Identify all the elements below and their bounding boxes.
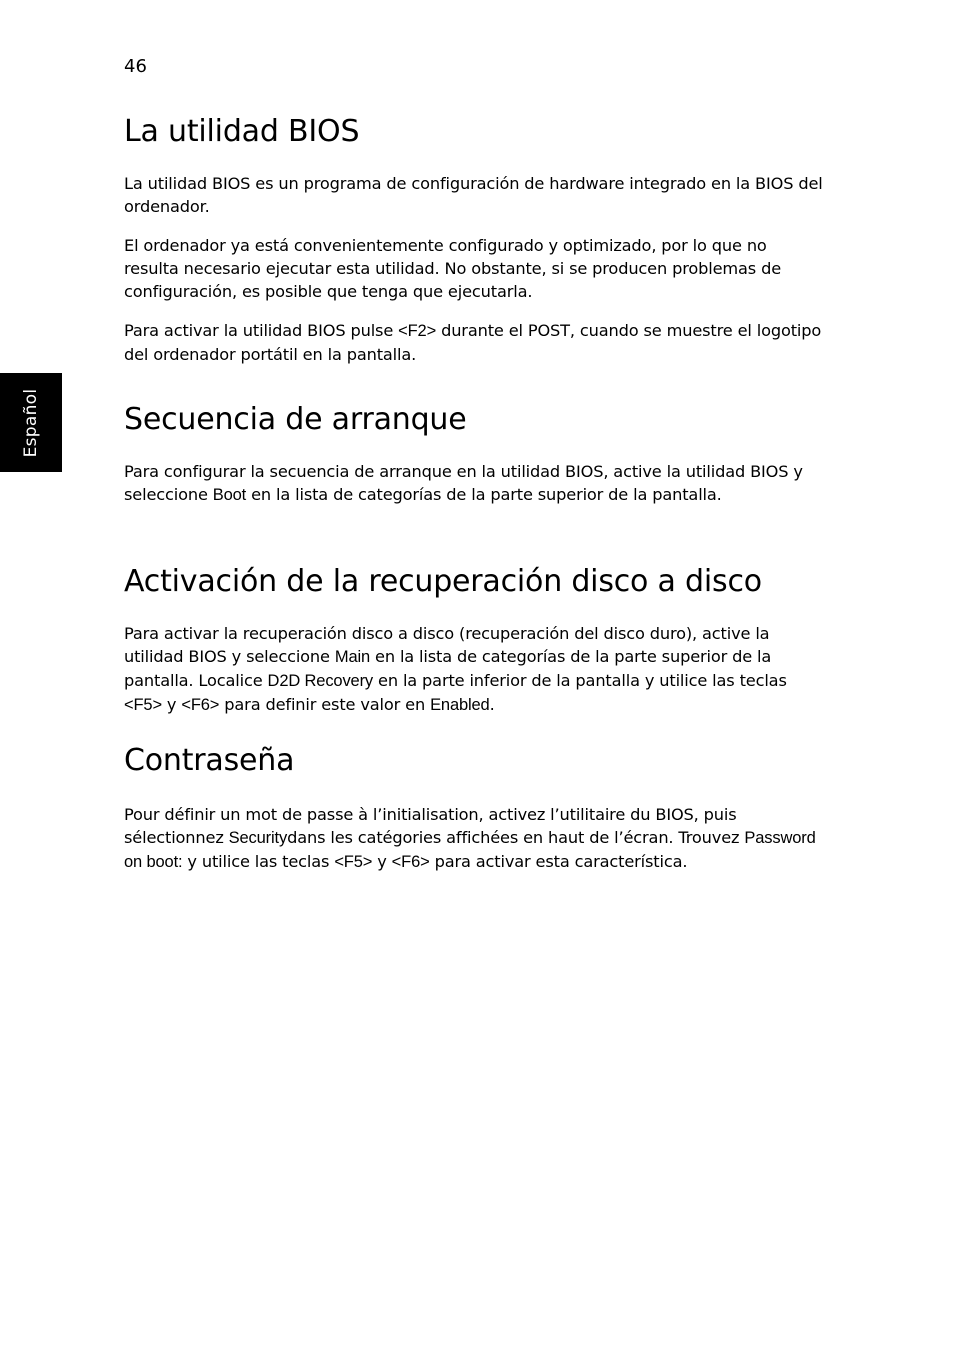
setting-name: Password on boot: [124, 829, 816, 871]
paragraph-text: Para configurar la secuencia de arranque en la utilidad BIOS, active la utilidad BIOS y seleccione [124, 462, 803, 504]
section-heading: Secuencia de arranque [124, 402, 467, 437]
paragraph-text: . [489, 695, 495, 714]
paragraph [124, 319, 824, 366]
paragraph-text: en la parte inferior de la pantalla y utilice las teclas [373, 671, 787, 690]
paragraph-text: y [372, 852, 392, 871]
section-password [124, 743, 824, 874]
section-bios-utility [124, 114, 824, 366]
setting-value: Enabled [430, 696, 490, 714]
language-side-tab-label: Español [21, 388, 41, 458]
paragraph-text: para definir este valor en [219, 695, 431, 714]
section-heading: Contraseña [124, 743, 295, 778]
paragraph-text: Pour définir un mot de passe à l’initialisation, activez l’utilitaire du BIOS, puis sélectionnez [124, 805, 737, 847]
menu-name: Main [334, 648, 371, 666]
paragraph-text: Para activar la recuperación disco a disco (recuperación del disco duro), active la utilidad BIOS y seleccione [124, 624, 770, 666]
paragraph-text: para activar esta característica. [429, 852, 688, 871]
section-boot-sequence [124, 402, 824, 507]
section-heading: Activación de la recuperación disco a disco [124, 564, 762, 599]
key-name: <F5> [124, 696, 162, 714]
paragraph [124, 622, 824, 717]
section-disk-to-disk-recovery [124, 564, 824, 717]
paragraph [124, 803, 824, 874]
page-number: 46 [124, 56, 147, 77]
language-side-tab [0, 373, 62, 472]
paragraph-text: durante el POST, cuando se muestre el logotipo del ordenador portátil en la pantalla. [124, 321, 822, 364]
menu-name: Security [228, 829, 288, 847]
paragraph-text: y [161, 695, 182, 714]
paragraph: El ordenador ya está convenientemente configurado y optimizado, por lo que no resulta necesario ejecutar esta utilidad. No obstante, si se producen problemas de configuración, es posible que tenga que ejecutarla. [124, 236, 781, 301]
paragraph-text: en la lista de categorías de la parte superior de la pantalla. Localice [124, 647, 772, 690]
paragraph-text: en la lista de categorías de la parte superior de la pantalla. [246, 485, 722, 504]
menu-name: Boot [212, 486, 247, 504]
paragraph-text: dans les catégories affichées en haut de l’écran. Trouvez [287, 828, 745, 847]
key-name: <F5> [334, 853, 373, 871]
paragraph: La utilidad BIOS es un programa de configuración de hardware integrado en la BIOS del ordenador. [124, 174, 823, 216]
paragraph-text: y utilice las teclas [182, 852, 335, 871]
key-name: <F6> [391, 853, 430, 871]
key-name: <F2> [398, 322, 437, 340]
paragraph-text: Para activar la utilidad BIOS pulse [124, 321, 399, 340]
key-name: <F6> [181, 696, 220, 714]
paragraph [124, 460, 824, 507]
section-heading: La utilidad BIOS [124, 114, 360, 149]
setting-name: D2D Recovery [267, 672, 374, 690]
